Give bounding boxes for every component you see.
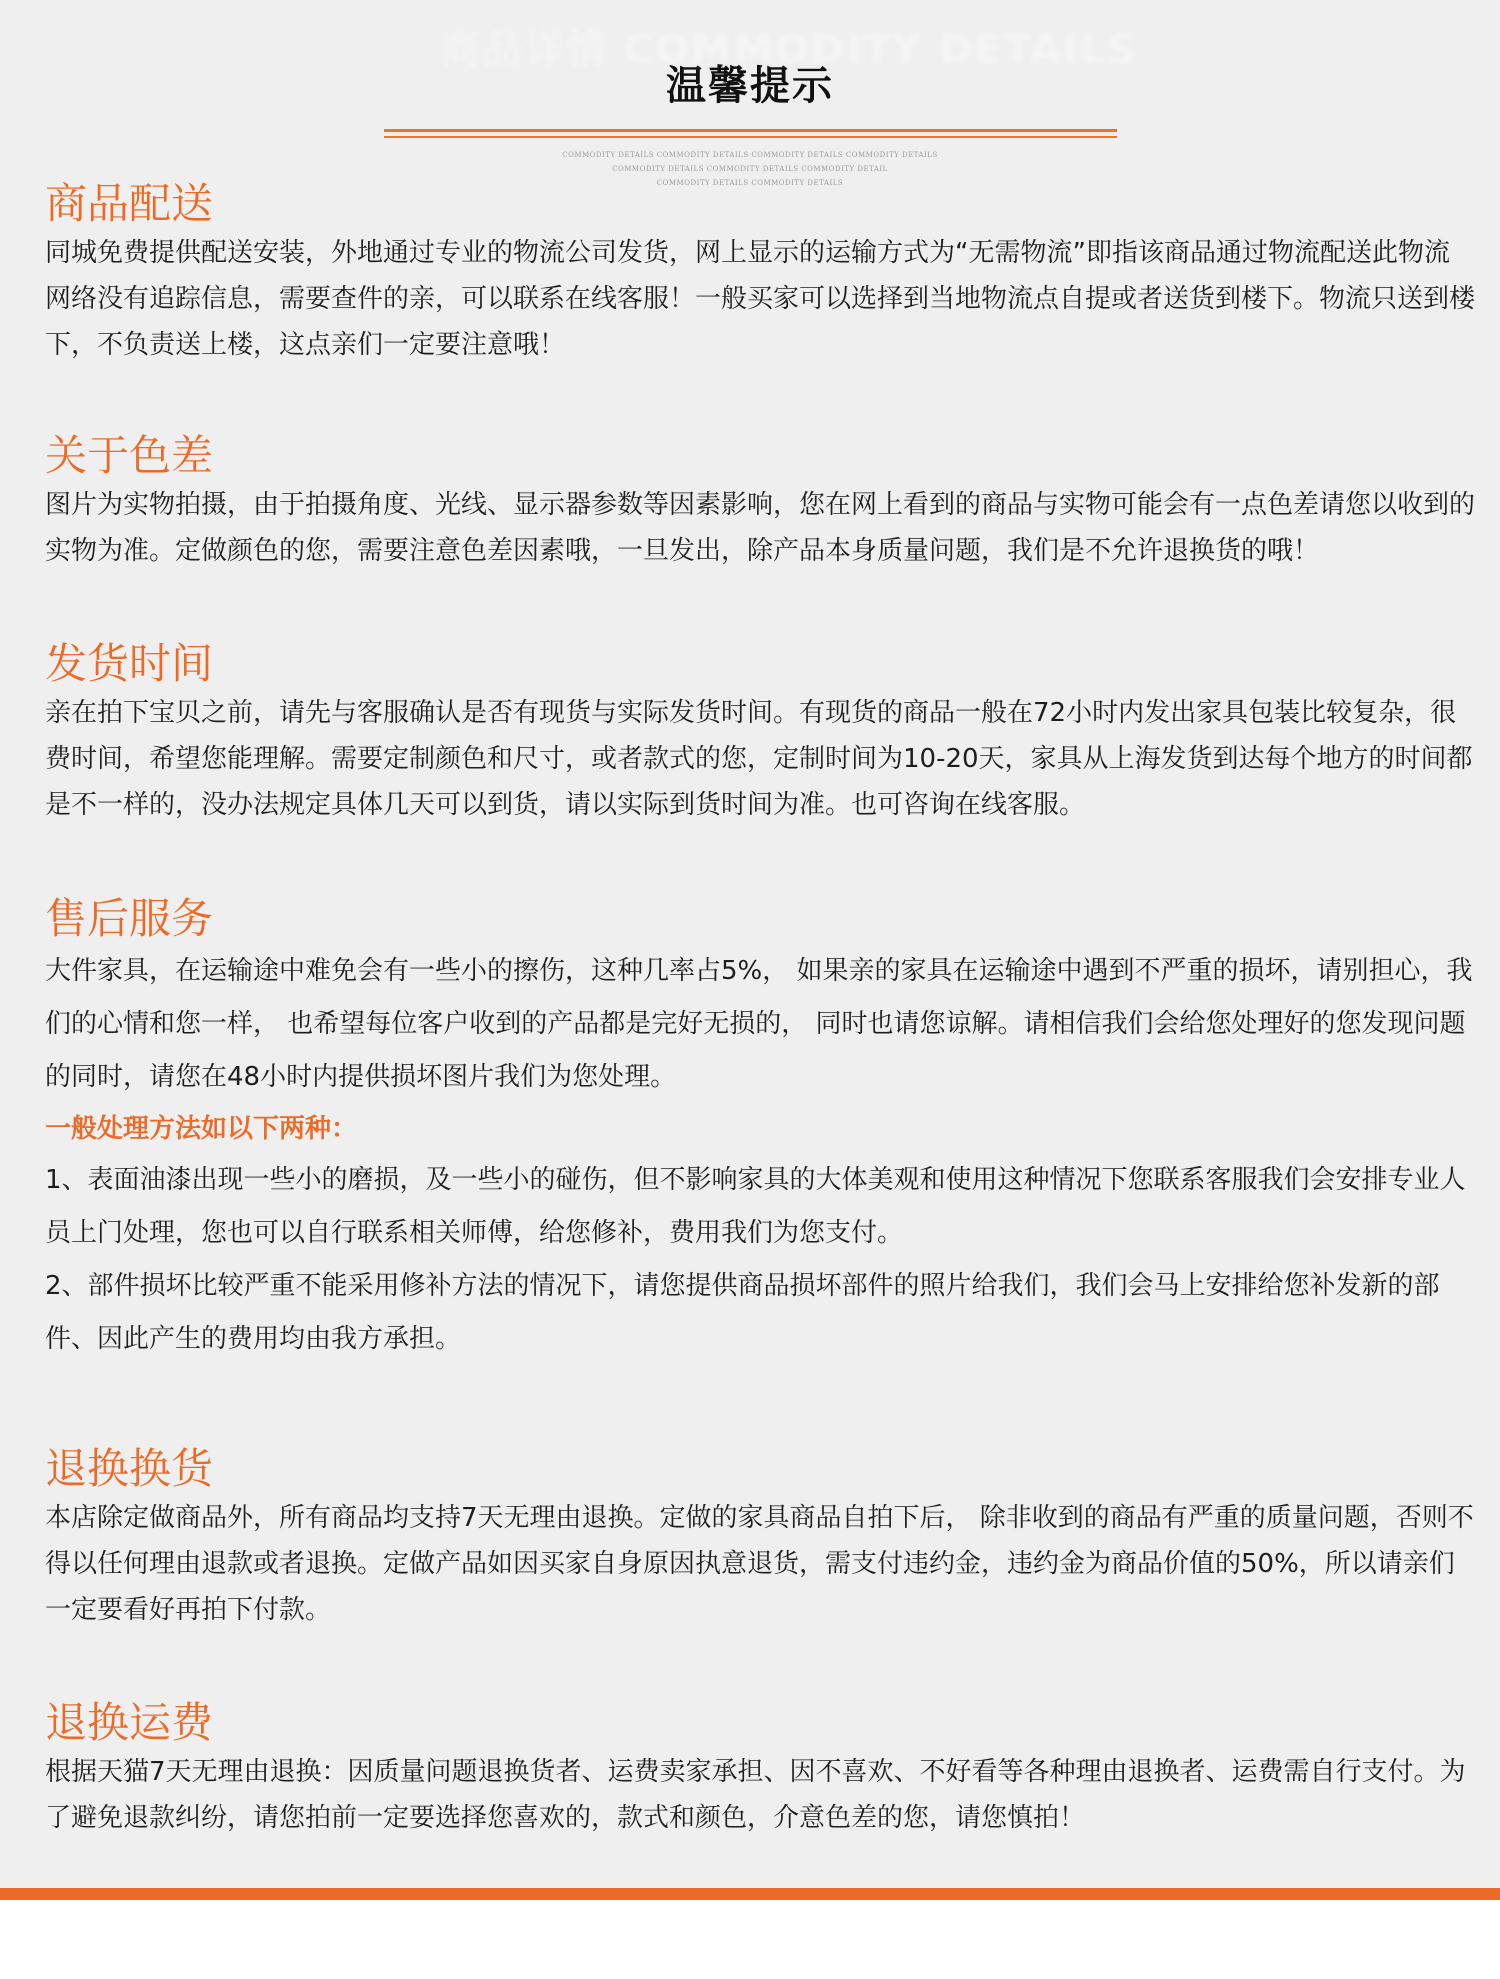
section-heading: 关于色差 <box>45 431 214 480</box>
section-return-shipping-fee <box>45 1697 1475 1841</box>
title-divider <box>384 129 1117 138</box>
section-heading: 发货时间 <box>45 639 214 688</box>
subtitle-line: COMMODITY DETAILS COMMODITY DETAILS COMMODITY DETAILS COMMODITY DETAILS <box>562 151 938 159</box>
handling-method-item: 1、表面油漆出现一些小的磨损，及一些小的碰伤，但不影响家具的大体美观和使用这种情况下您联系客服我们会安排专业人员上门处理，您也可以自行联系相关师傅，给您修补，费用我们为您支付。 <box>45 1165 1466 1248</box>
subtitle-line: COMMODITY DETAILS COMMODITY DETAILS COMMODITY DETAIL <box>612 165 888 173</box>
section-heading: 退换换货 <box>45 1444 214 1493</box>
section-color-difference <box>45 430 1475 574</box>
section-returns-exchanges <box>45 1443 1475 1633</box>
section-heading: 商品配送 <box>45 179 214 228</box>
section-after-sales <box>45 893 1475 1366</box>
section-delivery <box>45 178 1475 368</box>
section-heading: 退换运费 <box>45 1698 214 1747</box>
bottom-accent-bar <box>0 1888 1500 1900</box>
handling-method-item: 2、部件损坏比较严重不能采用修补方法的情况下，请您提供商品损坏部件的照片给我们，我们会马上安排给您补发新的部件、因此产生的费用均由我方承担。 <box>45 1271 1440 1354</box>
section-heading: 售后服务 <box>45 894 214 943</box>
section-paragraph: 大件家具，在运输途中难免会有一些小的擦伤，这种几率占5%， 如果亲的家具在运输途中遇到不严重的损坏，请别担心，我们的心情和您一样， 也希望每位客户收到的产品都是完好无损的， 同时也请您谅解。请相信我们会给您处理好的您发现问题的同时，请您在48小时内提供损坏图片我们为您处理。 <box>45 956 1473 1092</box>
section-paragraph: 图片为实物拍摄，由于拍摄角度、光线、显示器参数等因素影响，您在网上看到的商品与实物可能会有一点色差请您以收到的实物为准。定做颜色的您，需要注意色差因素哦，一旦发出，除产品本身质量问题，我们是不允许退换货的哦！ <box>45 490 1476 566</box>
subtitle-line: COMMODITY DETAILS COMMODITY DETAILS <box>656 179 844 187</box>
handling-methods-heading: 一般处理方法如以下两种： <box>45 1114 358 1144</box>
faded-banner-text: 商品详情 COMMODITY DETAILS <box>440 27 1139 73</box>
section-paragraph: 根据天猫7天无理由退换：因质量问题退换货者、运费卖家承担、因不喜欢、不好看等各种理由退换者、运费需自行支付。为了避免退款纠纷，请您拍前一定要选择您喜欢的，款式和颜色，介意色差的您，请您慎拍！ <box>45 1757 1466 1833</box>
section-paragraph: 同城免费提供配送安装，外地通过专业的物流公司发货，网上显示的运输方式为“无需物流”即指该商品通过物流配送此物流网络没有追踪信息，需要查件的亲，可以联系在线客服！一般买家可以选择到当地物流点自提或者送货到楼下。物流只送到楼下，不负责送上楼，这点亲们一定要注意哦！ <box>45 238 1476 360</box>
page-title: 温馨提示 <box>666 63 834 109</box>
section-paragraph: 本店除定做商品外，所有商品均支持7天无理由退换。定做的家具商品自拍下后， 除非收到的商品有严重的质量问题，否则不得以任何理由退款或者退换。定做产品如因买家自身原因执意退货，需支付违约金，违约金为商品价值的50%，所以请亲们一定要看好再拍下付款。 <box>45 1503 1474 1625</box>
section-shipping-time <box>45 638 1475 828</box>
section-paragraph: 亲在拍下宝贝之前，请先与客服确认是否有现货与实际发货时间。有现货的商品一般在72小时内发出家具包装比较复杂，很费时间，希望您能理解。需要定制颜色和尺寸，或者款式的您，定制时间为10-20天，家具从上海发货到达每个地方的时间都是不一样的，没办法规定具体几天可以到货，请以实际到货时间为准。也可咨询在线客服。 <box>45 698 1473 820</box>
